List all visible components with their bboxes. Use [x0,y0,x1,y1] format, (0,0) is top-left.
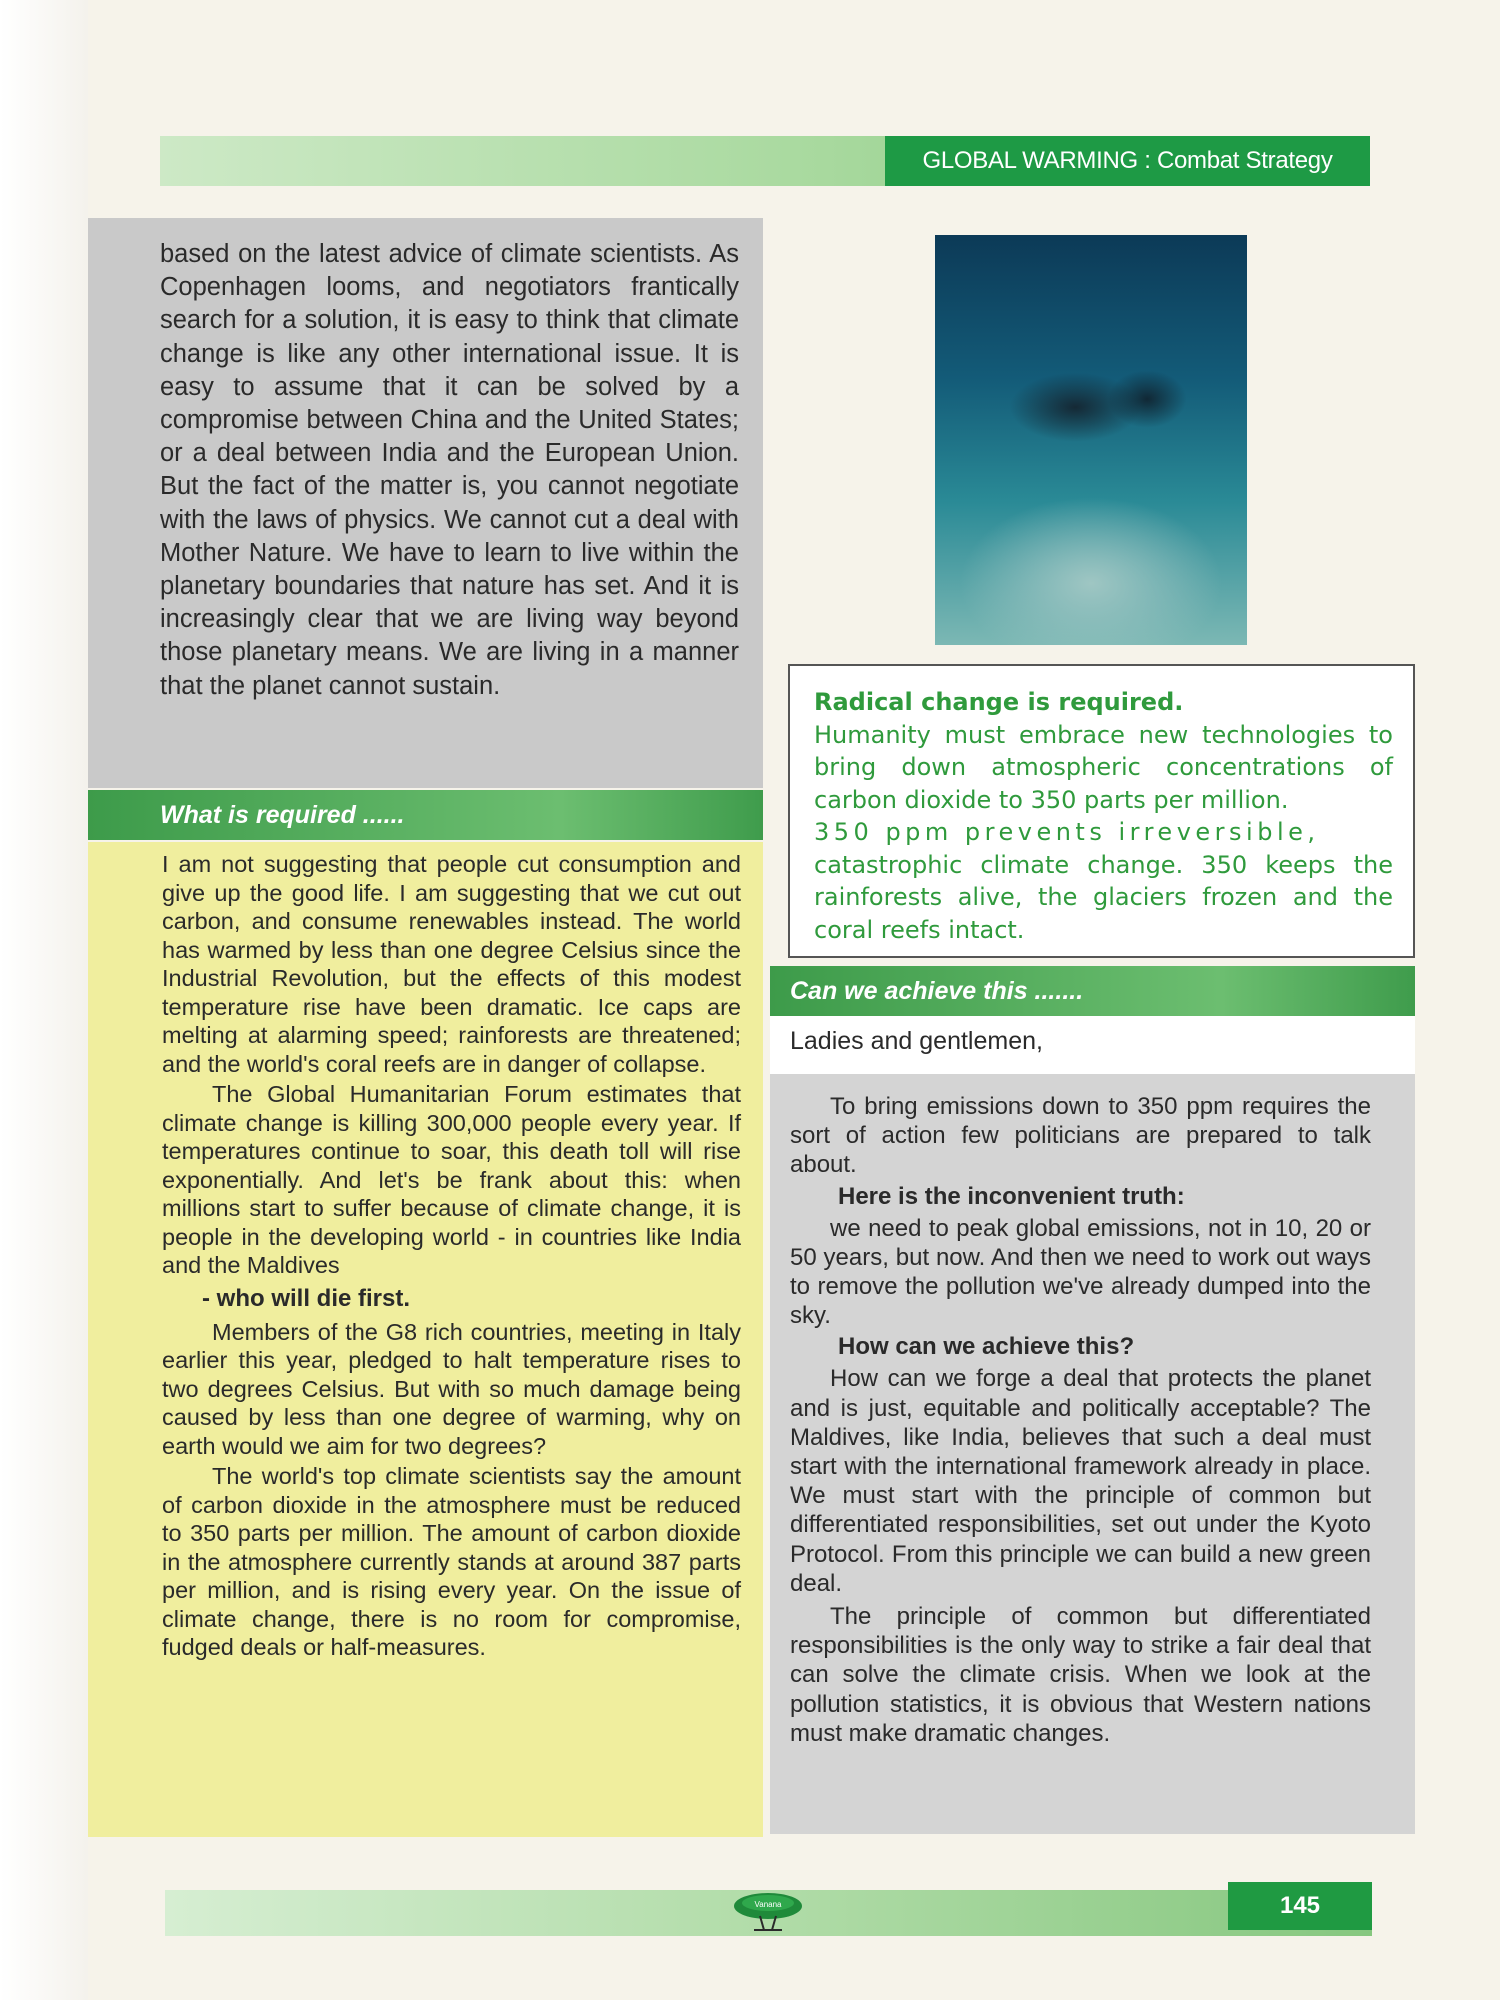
emphasis-line: - who will die first. [202,1284,411,1312]
section-heading-can-we-achieve: Can we achieve this ....... [770,966,1415,1016]
page-number: 145 [1228,1882,1372,1930]
callout-text: Humanity must embrace new technologies to bring down atmospheric concentrations of carbon dioxide to 350 parts per million. [814,720,1393,814]
greeting-line: Ladies and gentlemen, [770,1016,1415,1074]
achieve-text-block [770,1074,1415,1834]
paragraph: The world's top climate scientists say the amount of carbon dioxide in the atmosphere must be reduced to 350 parts per million. The amount of carbon dioxide in the atmosphere currently stands at around 387 parts per million, and is rising every year. On the issue of climate change, there is no room for compromise, fudged deals or half-measures. [162,1463,741,1660]
intro-text-block [88,218,763,788]
paragraph: How can we forge a deal that protects the planet and is just, equitable and politically acceptable? The Maldives, like India, believes that such a deal must start with the international framework already in place. We must start with the principle of common but differentiated responsibilities, set out under the Kyoto Protocol. From this principle we can build a new green deal. [790,1365,1371,1597]
callout-title: Radical change is required. [814,688,1184,716]
callout-text: catastrophic climate change. 350 keeps the rainforests alive, the glaciers frozen and the coral reefs intact. [814,850,1393,944]
paragraph: The principle of common but differentiated responsibilities is the only way to strike a fair deal that can solve the climate crisis. When we look at the pollution statistics, it is obvious that Western nations must make dramatic changes. [790,1603,1371,1747]
callout-text: 350 ppm prevents irreversible, [814,818,1320,846]
paragraph: Members of the G8 rich countries, meeting in Italy earlier this year, pledged to halt temperature rises to two degrees Celsius. But with so much damage being caused by less than one degree of warming, why on earth would we aim for two degrees? [162,1318,741,1459]
subheading: How can we achieve this? [838,1333,1135,1361]
paragraph: To bring emissions down to 350 ppm requires the sort of action few politicians are prepared to talk about. [790,1093,1371,1179]
tree-logo-icon [730,1890,806,1932]
subheading: Here is the inconvenient truth: [838,1182,1185,1210]
callout-box [788,664,1415,958]
paragraph: The Global Humanitarian Forum estimates that climate change is killing 300,000 people every year. If temperatures continue to soar, this death toll will rise exponentially. And let's be frank about this: when millions start to suffer because of climate change, it is people in the developing world - in countries like India and the Maldives [162,1081,741,1278]
logo-label: Vanana [754,1900,782,1909]
paragraph: I am not suggesting that people cut consumption and give up the good life. I am suggesting that we cut out carbon, and consume renewables instead. The world has warmed by less than one degree Celsius since the Industrial Revolution, but the effects of this modest temperature rise have been dramatic. Ice caps are melting at alarming speed; rainforests are threatened; and the world's coral reefs are in danger of collapse. [162,851,741,1077]
paragraph: we need to peak global emissions, not in 10, 20 or 50 years, but now. And then we need to work out ways to remove the pollution we've already dumped into the sky. [790,1214,1371,1330]
intro-paragraph: based on the latest advice of climate scientists. As Copenhagen looms, and negotiators frantically search for a solution, it is easy to think that climate change is like any other international issue. It is easy to assume that it can be solved by a compromise between China and the United States; or a deal between India and the European Union. But the fact of the matter is, you cannot negotiate with the laws of physics. We cannot cut a deal with Mother Nature. We have to learn to live within the planetary boundaries that nature has set. And it is increasingly clear that we are living way beyond those planetary means. We are living in a manner that the planet cannot sustain. [160,240,739,700]
what-required-text-block [88,842,763,1837]
section-heading-what-required: What is required ...... [88,790,763,840]
running-header-title: GLOBAL WARMING : Combat Strategy [885,136,1370,186]
page-margin [0,0,88,2000]
scuba-divers-photo [935,235,1247,645]
